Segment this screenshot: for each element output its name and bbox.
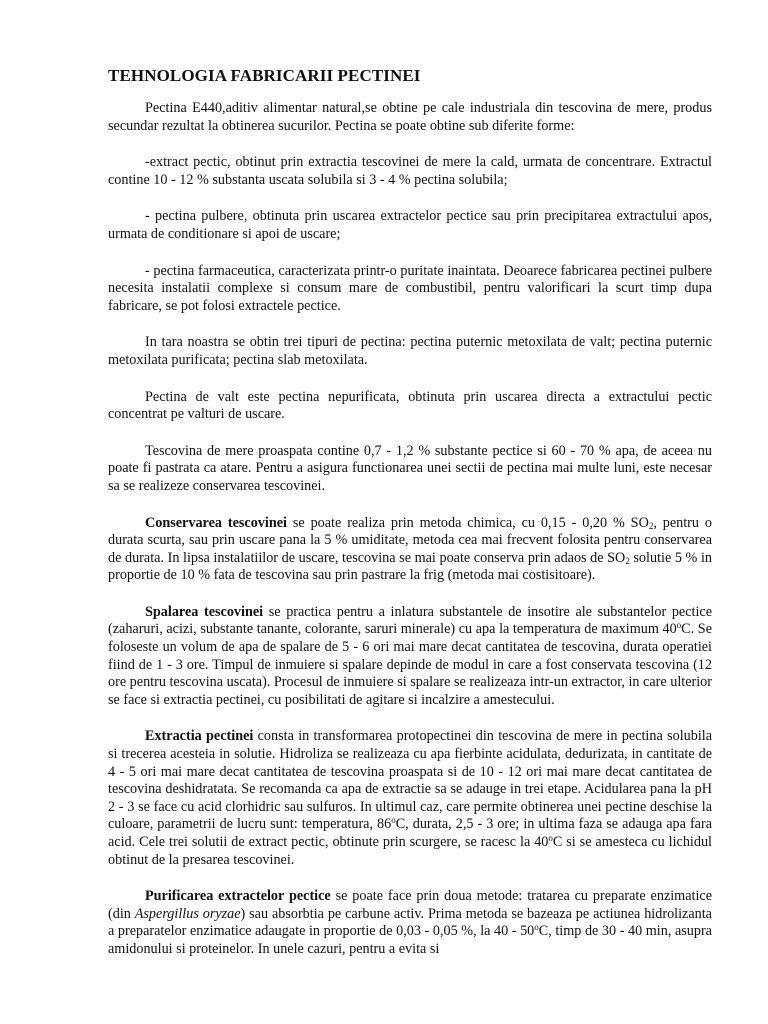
paragraph-tescovina: Tescovina de mere proaspata contine 0,7 - 1,2 % substante pectice si 60 - 70 % apa, de aceea nu poate fi pastrata ca atare. Pentru a asigura functionarea unei sectii de pectina mai multe luni, este necesar sa se realizeze conservarea tescovinei. [108,442,712,494]
paragraph-tipuri-pectina: In tara noastra se obtin trei tipuri de pectina: pectina puternic metoxilata de valt; pectina puternic metoxilata purificata; pectina slab metoxilata. [108,334,712,368]
paragraph-pectina-pulbere: - pectina pulbere, obtinuta prin uscarea extractelor pectice sau prin precipitarea extractului apos, urmata de conditionare si apoi de uscare; [108,208,712,242]
heading-extractia: Extractia pectinei [145,728,254,745]
paragraph-conservarea: Conservarea tescovinei se poate realiza prin metoda chimica, cu 0,15 - 0,20 % $SO_2$, pentru o durata scurta, sau prin uscare pana la 5 % umiditate, metoda cea mai frecvent folosita pentru conservarea de durata. In lipsa instalatiilor de uscare, tescovina se mai poate conserva prin adaos de $SO_2$ solutie 5 % in proportie de 10 % fata de tescovina sau prin pastrare la frig (metoda mai costisitoare). [108,514,712,584]
paragraph-intro: Pectina E440,aditiv alimentar natural,se obtine pe cale industriala din tescovina de mere, produs secundar rezultat la obtinerea sucurilor. Pectina se poate obtine sub diferite forme: [108,100,712,134]
paragraph-pectina-farmaceutica: - pectina farmaceutica, caracterizata printr-o puritate inaintata. Deoarece fabricarea pectinei pulbere necesita instalatii complexe si consum mare de combustibil, pentru valorificari la scurt timp dupa fabricare, se pot folosi extractele pectice. [108,262,712,314]
heading-purificarea: Purificarea extractelor pectice [145,888,331,905]
paragraph-spalarea: Spalarea tescovinei se practica pentru a inlatura substantele de insotire ale substantelor pectice (zaharuri, acizi, substante tanante, colorante, saruri minerale) cu apa la temperatura de maximum 40$^o$C. Se foloseste un volum de apa de spalare de 5 - 6 ori mai mare decat cantitatea de tescovina, durata operatiei fiind de 1 - 3 ore. Timpul de inmuiere si spalare depinde de modul in care a fost conservata tescovina (12 ore pentru tescovina uscata). Procesul de inmuiere si spalare se realizeaza intr-un extractor, in care ulterior se face si extractia pectinei, cu posibilitati de agitare si incalzire a amestecului. [108,603,712,708]
paragraph-pectina-valt: Pectina de valt este pectina nepurificata, obtinuta prin uscarea directa a extractului pectic concentrat pe valturi de uscare. [108,388,712,423]
paragraph-purificarea: Purificarea extractelor pectice se poate face prin doua metode: tratarea cu preparate enzimatice (din Aspergillus oryzae) sau absorbtia pe carbune activ. Prima metoda se bazeaza pe actiunea hidrolizanta a preparatelor enzimatice adaugate in proportie de 0,03 - 0,05 %, la 40 - 50$^o$C, timp de 30 - 40 min, asupra amidonului si proteinelor. In unele cazuri, pentru a evita si [108,888,712,957]
document-title: TEHNOLOGIA FABRICARII PECTINEI [108,66,421,85]
paragraph-extractia: Extractia pectinei consta in transformarea protopectinei din tescovina de mere in pectina solubila si trecerea acesteia in solutie. Hidroliza se realizeaza cu apa fierbinte acidulata, dedurizata, in cantitate de 4 - 5 ori mai mare decat cantitatea de tescovina proaspata si de 10 - 12 ori mai mare decat cantitatea de tescovina deshidratata. Se recomanda ca apa de extractie sa se adauge in trei etape. Acidularea pana la pH 2 - 3 se face cu acid clorhidric sau sulfuros. In ultimul caz, care permite obtinerea unei pectine deschise la culoare, parametrii de lucru sunt: temperatura, 86$^o$C, durata, 2,5 - 3 ore; in ultima faza se adauga apa fara acid. Cele trei solutii de extract pectic, obtinute prin scurgere, se racesc la 40$^o$C si se amesteca cu lichidul obtinut de la presarea tescovinei. [108,728,713,868]
paragraph-extract-pectic: -extract pectic, obtinut prin extractia tescovinei de mere la cald, urmata de concentrare. Extractul contine 10 - 12 % substanta uscata solubila si 3 - 4 % pectina solubila; [108,154,712,188]
heading-conservarea: Conservarea tescovinei [145,514,287,531]
heading-spalarea: Spalarea tescovinei [145,603,264,620]
